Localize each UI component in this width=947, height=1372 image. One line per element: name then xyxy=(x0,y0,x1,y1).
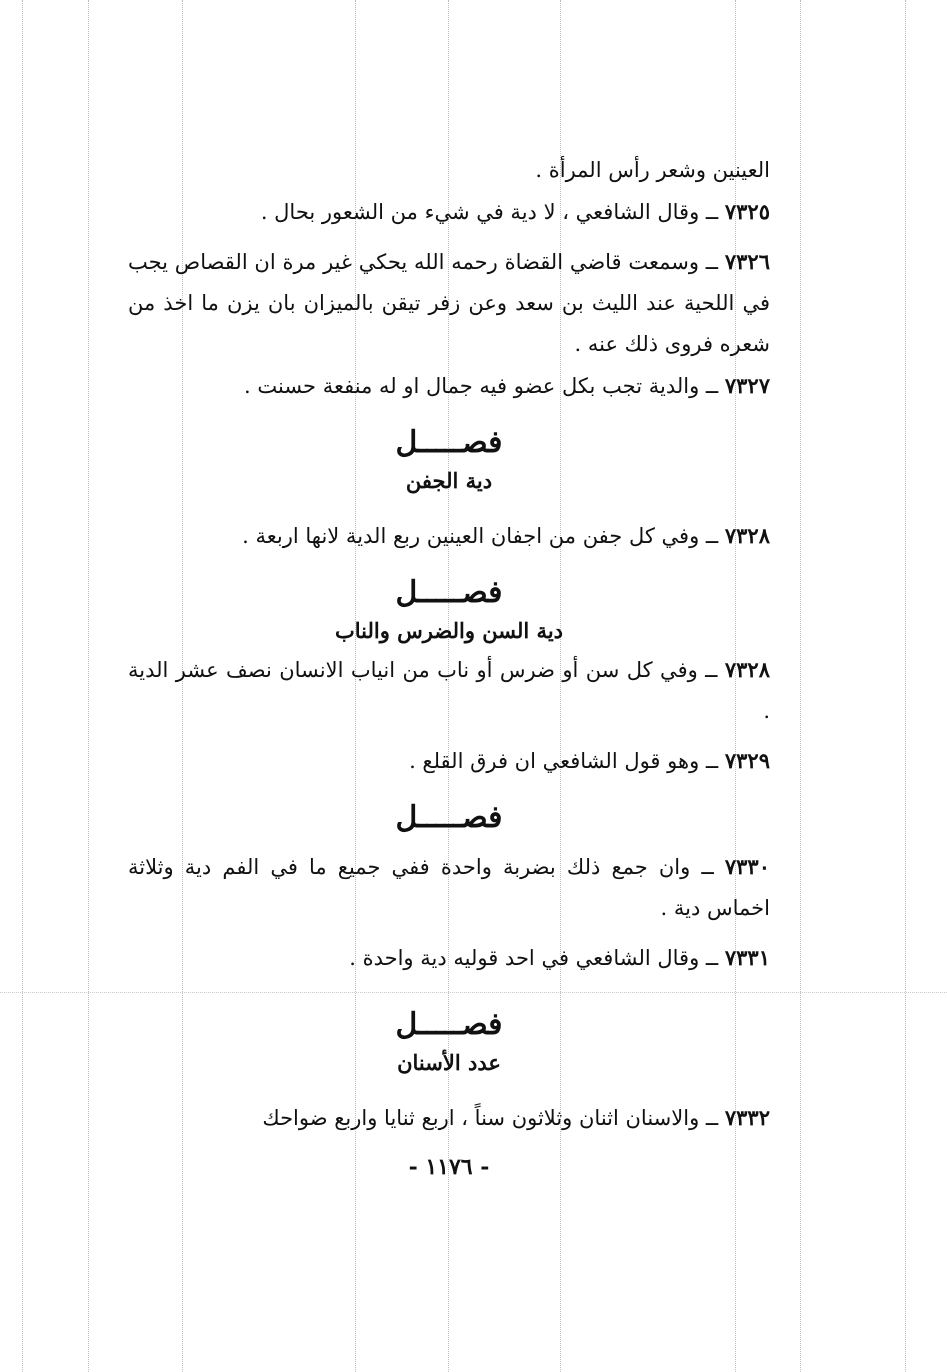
paragraph-7329 xyxy=(128,740,770,782)
paragraph-text: ــ وقال الشافعي في احد قوليه دية واحدة . xyxy=(349,946,725,970)
page-number: - ١١٧٦ - xyxy=(408,1154,490,1180)
paragraph-text: ــ وفي كل جفن من اجفان العينين ربع الدية لانها اربعة . xyxy=(242,524,725,548)
paragraph-text: ــ وقال الشافعي ، لا دية في شيء من الشعور بحال . xyxy=(260,200,725,224)
scan-guide-line xyxy=(800,0,801,1372)
scan-guide-line xyxy=(22,0,23,1372)
paragraph-text: ــ وفي كل سن أو ضرس أو ناب من انياب الانسان نصف عشر الدية . xyxy=(128,658,770,723)
scan-guide-line xyxy=(88,0,89,1372)
paragraph-number: ٧٣٣٢ xyxy=(724,1105,770,1130)
paragraph-7326 xyxy=(128,241,770,365)
paragraph-number: ٧٣٢٩ xyxy=(724,748,770,773)
section-heading: فصـــــل xyxy=(395,800,503,835)
paragraph-number: ٧٣٣١ xyxy=(724,945,770,970)
paragraph-7328a xyxy=(128,515,770,557)
paragraph-number: ٧٣٢٨ xyxy=(724,523,770,548)
paragraph-number: ٧٣٢٥ xyxy=(724,199,770,224)
paragraph-text: ــ والدية تجب بكل عضو فيه جمال او له منفعة حسنت . xyxy=(244,374,725,398)
paragraph-text: ــ وسمعت قاضي القضاة رحمه الله يحكي غير مرة ان القصاص يجب في اللحية عند الليث بن سعد وعن زفر تيقن بالميزان بان يزن ما اخذ من شعره فروى ذلك عنه . xyxy=(128,250,770,356)
paragraph-7328b xyxy=(128,649,770,732)
text-line: العينين وشعر رأس المرأة . xyxy=(535,158,770,182)
section-subheading: عدد الأسنان xyxy=(397,1050,501,1075)
paragraph-text: ــ والاسنان اثنان وثلاثون سناً ، اربع ثنايا واربع ضواحك xyxy=(262,1106,725,1130)
paragraph-text: ــ وان جمع ذلك بضربة واحدة ففي جميع ما في الفم دية وثلاثة اخماس دية . xyxy=(128,855,770,920)
section-subheading: دية الجفن xyxy=(405,468,493,493)
paragraph-number: ٧٣٣٠ xyxy=(724,854,770,879)
section-heading: فصـــــل xyxy=(395,1007,503,1042)
paragraph-7327 xyxy=(128,365,770,407)
section-heading: فصـــــل xyxy=(395,425,503,460)
paragraph-7332 xyxy=(128,1097,770,1139)
paragraph-7330 xyxy=(128,846,770,929)
paragraph-number: ٧٣٢٨ xyxy=(724,657,770,682)
section-subheading: دية السن والضرس والناب xyxy=(334,618,564,643)
paragraph-number: ٧٣٢٦ xyxy=(724,249,770,274)
paragraph-text: ــ وهو قول الشافعي ان فرق القلع . xyxy=(409,749,725,773)
paragraph-7331 xyxy=(128,937,770,979)
paragraph-number: ٧٣٢٧ xyxy=(724,373,770,398)
scan-guide-line xyxy=(905,0,906,1372)
section-heading: فصـــــل xyxy=(395,575,503,610)
paragraph-7325 xyxy=(128,191,770,233)
book-page xyxy=(128,150,770,1187)
